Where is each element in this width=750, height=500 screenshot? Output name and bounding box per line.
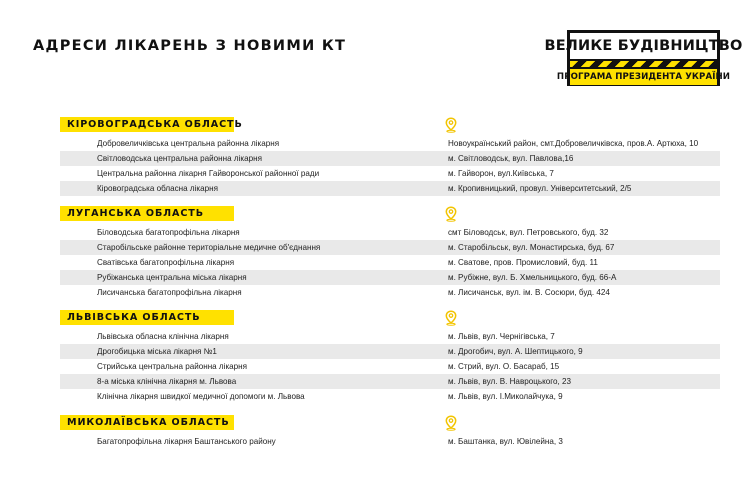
hospital-address: м. Стрий, вул. О. Басараб, 15 [448, 362, 560, 371]
hospital-name: Центральна районна лікарня Гайворонської районної ради [97, 169, 320, 178]
hospital-name: Сватівська багатопрофільна лікарня [97, 258, 235, 267]
hospital-row [60, 151, 720, 166]
region-section [60, 117, 720, 196]
hospital-address: смт Біловодськ, вул. Петровського, буд. 32 [448, 228, 609, 237]
hospital-name: Кіровоградська обласна лікарня [97, 184, 218, 193]
hospital-address: м. Львів, вул. Чернігівська, 7 [448, 332, 555, 341]
hospital-list [60, 225, 720, 300]
logo-subtitle: ПРОГРАМА ПРЕЗИДЕНТА УКРАЇНИ [556, 72, 731, 82]
hospital-row [60, 434, 720, 449]
logo-title-box [544, 33, 743, 59]
logo-hazard-stripe [570, 61, 717, 67]
hospital-name: Старобільське районне територіальне медичне об'єднання [97, 243, 321, 252]
hospital-row [60, 359, 720, 374]
hospital-row [60, 240, 720, 255]
hospital-name: 8-а міська клінічна лікарня м. Львова [97, 377, 237, 386]
hospital-address: м. Старобільськ, вул. Монастирська, буд. 67 [448, 243, 615, 252]
hospital-name: Біловодська багатопрофільна лікарня [97, 228, 240, 237]
region-section [60, 206, 720, 300]
hospital-name: Рубіжанська центральна міська лікарня [97, 273, 247, 282]
hospital-row [60, 255, 720, 270]
hospital-address: Новоукраїнський район, смт.Добровеличківска, пров.А. Артюха, 10 [448, 139, 699, 148]
location-pin-icon [445, 206, 457, 222]
hospital-row [60, 374, 720, 389]
hospital-address: м. Сватове, пров. Промисловий, буд. 11 [448, 258, 598, 267]
hospital-list [60, 329, 720, 404]
hospital-address: м. Світловодськ, вул. Павлова,16 [448, 154, 574, 163]
hospital-address: м. Баштанка, вул. Ювілейна, 3 [448, 437, 563, 446]
hospital-name: Світловодська центральна районна лікарня [97, 154, 262, 163]
hospital-name: Стрийська центральна районна лікарня [97, 362, 248, 371]
hospital-list [60, 434, 720, 449]
hospital-row [60, 136, 720, 151]
hospital-address: м. Львів, вул. І.Миколайчука, 9 [448, 392, 563, 401]
hospital-row [60, 285, 720, 300]
region-header [60, 206, 720, 222]
location-pin-icon [445, 310, 457, 326]
region-header [60, 310, 720, 326]
hospital-row [60, 344, 720, 359]
hospital-name: Клінічна лікарня швидкої медичної допомоги м. Львова [97, 392, 305, 401]
logo-title: ВЕЛИКЕ БУДІВНИЦТВО [544, 38, 743, 54]
hospital-row [60, 329, 720, 344]
logo-subtitle-box [556, 69, 731, 85]
hospital-name: Добровеличківська центральна районна лікарня [97, 139, 280, 148]
hospital-row [60, 389, 720, 404]
region-name: ЛЬВІВСЬКА ОБЛАСТЬ [60, 310, 234, 325]
hospital-address: м. Гайворон, вул.Київська, 7 [448, 169, 554, 178]
hospital-name: Лисичанська багатопрофільна лікарня [97, 288, 242, 297]
hospital-address: м. Рубіжне, вул. Б. Хмельницького, буд. 66-А [448, 273, 617, 282]
region-name: ЛУГАНСЬКА ОБЛАСТЬ [60, 206, 234, 221]
location-pin-icon [445, 117, 457, 133]
hospital-row [60, 166, 720, 181]
hospital-address: м. Львів, вул. В. Навроцького, 23 [448, 377, 572, 386]
hospital-name: Дрогобицька міська лікарня №1 [97, 347, 217, 356]
hospital-name: Львівська обласна клінічна лікарня [97, 332, 229, 341]
region-header [60, 415, 720, 431]
region-section [60, 415, 720, 449]
region-name: МИКОЛАЇВСЬКА ОБЛАСТЬ [60, 415, 234, 430]
region-section [60, 310, 720, 404]
hospital-row [60, 181, 720, 196]
region-header [60, 117, 720, 133]
location-pin-icon [445, 415, 457, 431]
hospital-list [60, 136, 720, 196]
hospital-address: м. Лисичанськ, вул. ім. В. Сосюри, буд. 424 [448, 288, 610, 297]
hospital-address: м. Дрогобич, вул. А. Шептицького, 9 [448, 347, 583, 356]
hospital-address: м. Кропивницький, провул. Університетський, 2/5 [448, 184, 632, 193]
hospital-row [60, 270, 720, 285]
region-name: КІРОВОГРАДСЬКА ОБЛАСТЬ [60, 117, 234, 132]
hospital-name: Багатопрофільна лікарня Баштанського району [97, 437, 276, 446]
page-title: АДРЕСИ ЛІКАРЕНЬ З НОВИМИ КТ [33, 38, 347, 54]
program-logo [544, 30, 743, 86]
hospital-row [60, 225, 720, 240]
